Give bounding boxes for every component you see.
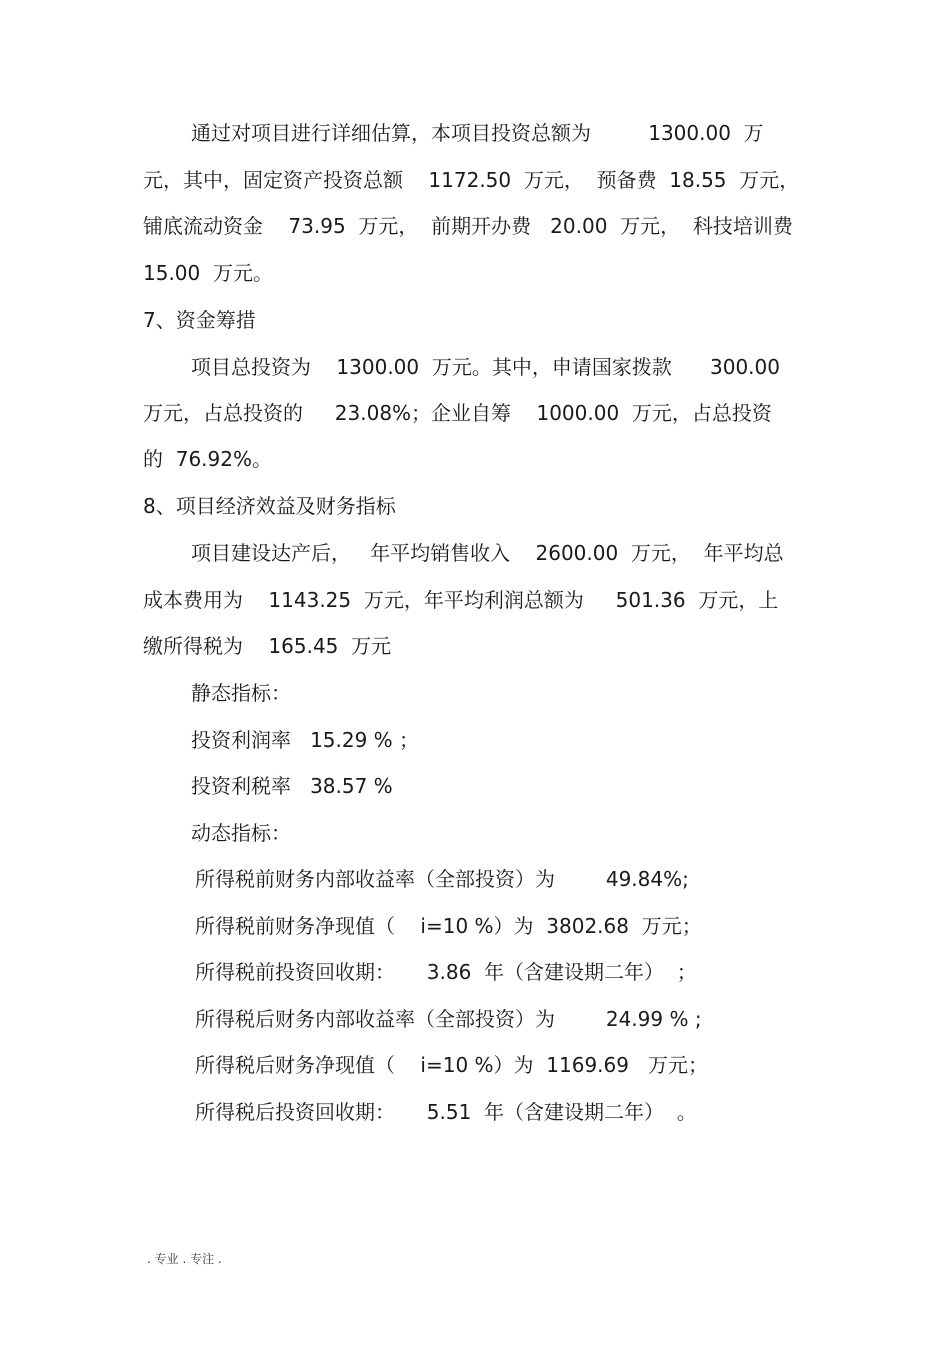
- paragraph-1-line-4: 15.00 万元。: [143, 261, 273, 285]
- dynamic-indicator-item: 所得税前财务内部收益率（全部投资）为 49.84%;: [195, 867, 689, 891]
- section-7-heading: 7、资金筹措: [143, 308, 256, 332]
- paragraph-1-line-2: 元，其中，固定资产投资总额 1172.50 万元， 预备费 18.55 万元，: [143, 168, 800, 192]
- dynamic-indicator-item: 所得税前投资回收期： 3.86 年（含建设期二年） ；: [195, 960, 697, 984]
- dynamic-indicator-item: 所得税后财务净现值（ i=10 %）为 1169.69 万元；: [195, 1053, 709, 1077]
- section-8-line-2: 成本费用为 1143.25 万元，年平均利润总额为 501.36 万元，上: [143, 588, 779, 612]
- static-indicator-item: 投资利润率 15.29 % ；: [191, 728, 420, 752]
- page-footer: . 专业 . 专注 .: [147, 1252, 222, 1266]
- section-7-line-3: 的 76.92%。: [143, 447, 272, 471]
- dynamic-indicators-label: 动态指标：: [191, 821, 291, 845]
- section-8-heading: 8、项目经济效益及财务指标: [143, 494, 396, 518]
- dynamic-indicator-item: 所得税后财务内部收益率（全部投资）为 24.99 % ;: [195, 1007, 702, 1031]
- section-8-line-3: 缴所得税为 165.45 万元: [143, 634, 392, 658]
- paragraph-1-line-3: 铺底流动资金 73.95 万元， 前期开办费 20.00 万元， 科技培训费: [143, 214, 793, 238]
- paragraph-1-line-1: 通过对项目进行详细估算，本项目投资总额为 1300.00 万: [191, 121, 764, 145]
- section-8-line-1: 项目建设达产后， 年平均销售收入 2600.00 万元， 年平均总: [191, 541, 784, 565]
- dynamic-indicator-item: 所得税前财务净现值（ i=10 %）为 3802.68 万元；: [195, 914, 702, 938]
- static-indicator-item: 投资利税率 38.57 %: [191, 774, 393, 798]
- dynamic-indicator-item: 所得税后投资回收期： 5.51 年（含建设期二年） 。: [195, 1100, 697, 1124]
- static-indicators-label: 静态指标：: [191, 681, 291, 705]
- section-7-line-2: 万元，占总投资的 23.08%；企业自筹 1000.00 万元，占总投资: [143, 401, 772, 425]
- section-7-line-1: 项目总投资为 1300.00 万元。其中，申请国家拨款 300.00: [191, 355, 780, 379]
